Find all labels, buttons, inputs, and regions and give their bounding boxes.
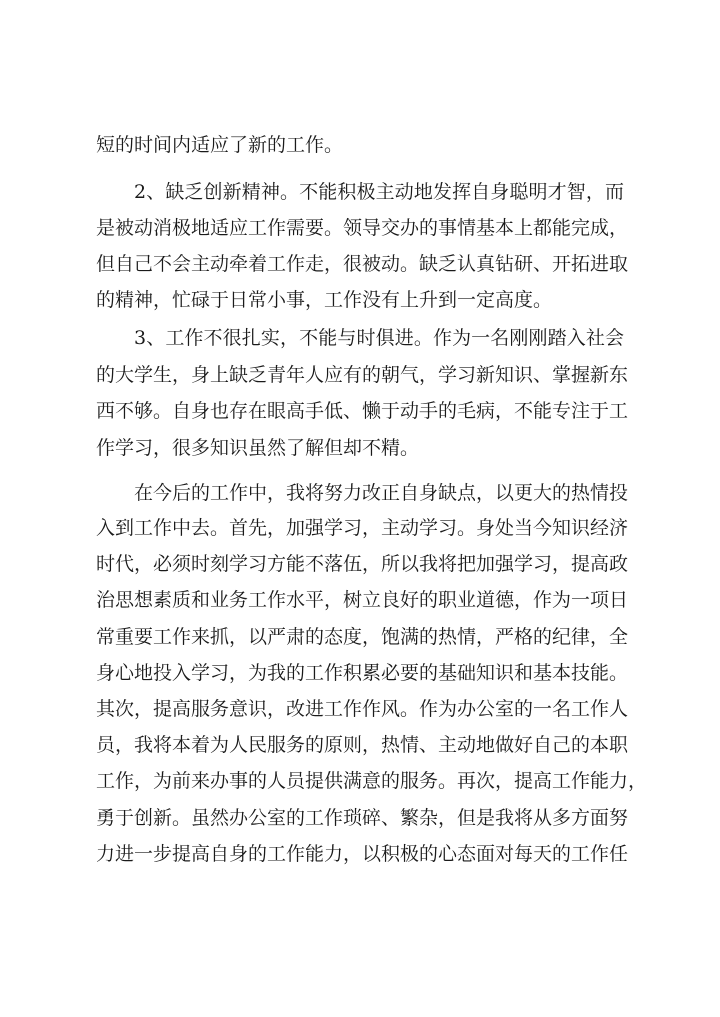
text-line: 但自己不会主动牵着工作走，很被动。缺乏认真钻研、开拓进取 bbox=[96, 253, 629, 275]
text-line: 治思想素质和业务工作水平，树立良好的职业道德，作为一项日 bbox=[96, 589, 629, 611]
text-line: 的大学生，身上缺乏青年人应有的朝气，学习新知识、掌握新东 bbox=[96, 364, 629, 386]
text-line: 身心地投入学习，为我的工作积累必要的基础知识和基本技能。 bbox=[96, 662, 629, 684]
text-line: 常重要工作来抓，以严肃的态度，饱满的热情，严格的纪律，全 bbox=[96, 626, 629, 648]
text-line: 2、缺乏创新精神。不能积极主动地发挥自身聪明才智，而 bbox=[134, 181, 624, 203]
text-line: 作学习，很多知识虽然了解但却不精。 bbox=[96, 437, 420, 459]
text-line: 力进一步提高自身的工作能力，以积极的心态面对每天的工作任 bbox=[96, 843, 629, 865]
text-line: 在今后的工作中，我将努力改正自身缺点，以更大的热情投 bbox=[134, 482, 629, 504]
text-line: 其次，提高服务意识，改进工作作风。作为办公室的一名工作人 bbox=[96, 698, 629, 720]
text-line: 3、工作不很扎实，不能与时俱进。作为一名刚刚踏入社会 bbox=[134, 327, 624, 349]
text-line: 短的时间内适应了新的工作。 bbox=[96, 134, 344, 156]
text-line: 勇于创新。虽然办公室的工作琐碎、繁杂，但是我将从多方面努 bbox=[96, 807, 629, 829]
text-line: 是被动消极地适应工作需要。领导交办的事情基本上都能完成， bbox=[96, 217, 629, 239]
text-line: 西不够。自身也存在眼高手低、懒于动手的毛病，不能专注于工 bbox=[96, 400, 629, 422]
text-line: 工作，为前来办事的人员提供满意的服务。再次，提高工作能力， bbox=[96, 770, 648, 792]
text-line: 时代，必须时刻学习方能不落伍，所以我将把加强学习，提高政 bbox=[96, 553, 629, 575]
text-line: 入到工作中去。首先，加强学习，主动学习。身处当今知识经济 bbox=[96, 517, 629, 539]
text-line: 的精神，忙碌于日常小事，工作没有上升到一定高度。 bbox=[96, 289, 553, 311]
text-line: 员，我将本着为人民服务的原则，热情、主动地做好自己的本职 bbox=[96, 734, 629, 756]
